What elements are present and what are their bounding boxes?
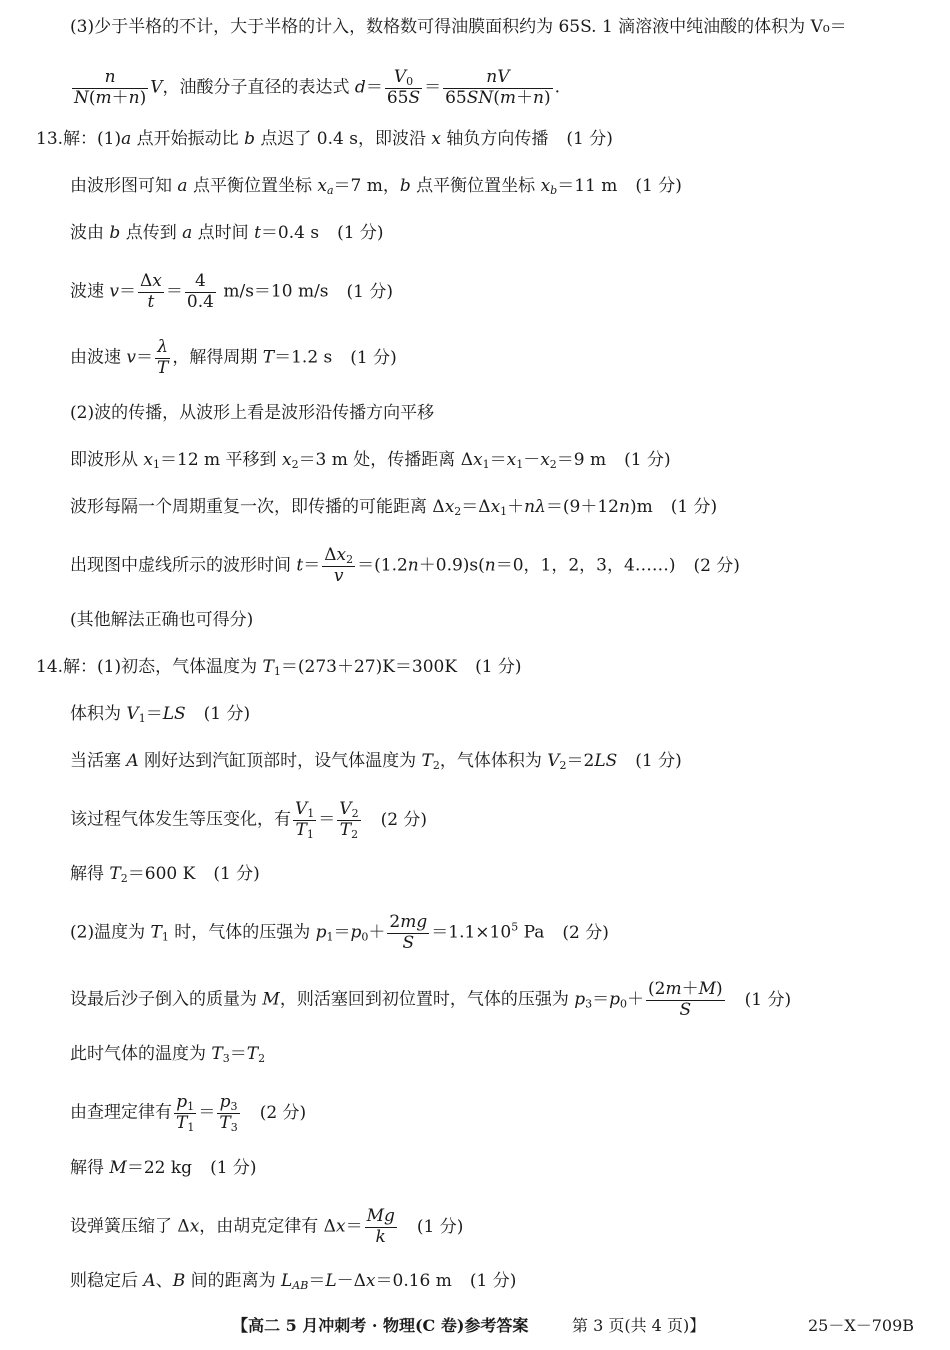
fraction: $\frac{\lambda}{T}$ <box>157 337 169 378</box>
q14-line-4: 该过程气体发生等压变化，有 $\frac{V_1}{T_1}$ ＝ $\frac{V_2}{T_2}$ (2 分) <box>70 799 428 841</box>
q14-line-3: 当活塞 A 刚好达到汽缸顶部时，设气体温度为 $T_2$，气体体积为 $V_2=2LS$ (1 分) <box>70 751 682 772</box>
q13-line-8: 波形每隔一个周期重复一次，即传播的可能距离 $\Delta x_2=\Delta x_1+n\lambda=(9+12n)m$ (1 分) <box>70 497 718 518</box>
q14-line-2: 体积为 $V_1=LS$ (1 分) <box>70 704 251 725</box>
q13-line-7: 即波形从 $x_1=12$ m 平移到 $x_2=3$ m 处，传播距离 $\Delta x_1=x_1-x_2=9$ m (1 分) <box>70 450 671 471</box>
q13-line-10: (其他解法正确也可得分) <box>70 610 254 630</box>
q13-line-2: 由波形图可知 a 点平衡位置坐标 $x_a=7$ m，b 点平衡位置坐标 $x_b=11$ m (1 分) <box>70 176 682 197</box>
fraction: $\frac{p_1}{T_1}$ <box>176 1092 195 1134</box>
footer-title: 【高二 5 月冲刺考 · 物理(C 卷)参考答案 <box>232 1316 529 1335</box>
q13-line-1: 13.解：(1)a 点开始振动比 b 点迟了 0.4 s，即波沿 x 轴负方向传播 (1 分) <box>36 129 613 149</box>
fraction: $\frac{V_2}{T_2}$ <box>339 799 359 841</box>
q12-part3-line1: (3)少于半格的不计，大于半格的计入，数格数可得油膜面积约为 65S. 1 滴溶液中纯油酸的体积为 V₀＝ <box>70 17 847 37</box>
q14-line-5: 解得 $T_2=600$ K (1 分) <box>70 864 260 885</box>
q14-line-11: 设弹簧压缩了 Δx，由胡克定律有 Δx＝ $\frac{Mg}{k}$ (1 分) <box>70 1206 464 1247</box>
fraction: $\frac{(2m+M)}{S}$ <box>648 979 723 1020</box>
fraction: $\frac{p_3}{T_3}$ <box>219 1092 238 1134</box>
q14-line-6: (2)温度为 $T_1$ 时，气体的压强为 $p_1=p_0+$ $\frac{2mg}{S}$ $=1.1\times 10^5$ Pa (2 分) <box>70 912 609 953</box>
q13-line-6: (2)波的传播，从波形上看是波形沿传播方向平移 <box>70 403 435 423</box>
q12-part3-line2: $\frac{n}{N(m+n)}$ V，油酸分子直径的表达式 d＝ $\frac{V_0}{65S}$ ＝ $\frac{nV}{65SN(m+n)}$ . <box>74 67 561 108</box>
q13-line-3: 波由 b 点传到 a 点时间 t＝0.4 s (1 分) <box>70 223 384 243</box>
q13-line-4: 波速 v＝ $\frac{\Delta x}{t}$ ＝ $\frac{4}{0.4}$ m/s＝10 m/s (1 分) <box>70 271 394 312</box>
q14-line-9: 由查理定律有 $\frac{p_1}{T_1}$ ＝ $\frac{p_3}{T_3}$ (2 分) <box>70 1092 307 1134</box>
q13-number: 13. <box>36 129 64 149</box>
footer-code: 25－X－709B <box>808 1316 915 1335</box>
q14-number: 14. <box>36 657 64 677</box>
fraction: $\frac{2mg}{S}$ <box>389 912 428 953</box>
q14-line-12: 则稳定后 A、B 间的距离为 $L_{AB}=L-\Delta x=0.16$ m (1 分) <box>70 1271 517 1292</box>
q13-line-9: 出现图中虚线所示的波形时间 t＝ $\frac{\Delta x_2}{v}$ ＝(1.2n＋0.9)s(n＝0，1，2，3，4……) (2 分) <box>70 545 740 586</box>
fraction: $\frac{\Delta x_2}{v}$ <box>324 545 354 586</box>
fraction: $\frac{V_1}{T_1}$ <box>295 799 315 841</box>
q14-line-10: 解得 M＝22 kg (1 分) <box>70 1158 257 1178</box>
fraction: $\frac{\Delta x}{t}$ <box>140 271 162 312</box>
footer-page-number: 第 3 页(共 4 页)】 <box>572 1316 706 1335</box>
fraction: $\frac{4}{0.4}$ <box>186 271 214 312</box>
fraction: $\frac{Mg}{k}$ <box>366 1206 395 1247</box>
q14-line-8: 此时气体的温度为 $T_3=T_2$ <box>70 1044 266 1065</box>
q13-line-5: 由波速 v＝ $\frac{\lambda}{T}$ ，解得周期 T＝1.2 s (1 分) <box>70 337 397 378</box>
q14-line-1: 14.解：(1)初态，气体温度为 $T_1=(273+27)K=300K$ (1 分) <box>36 657 522 678</box>
fraction: $\frac{V_0}{65S}$ <box>386 67 421 108</box>
q14-line-7: 设最后沙子倒入的质量为 M，则活塞回到初位置时，气体的压强为 $p_3=p_0+$ $\frac{(2m+M)}{S}$ (1 分) <box>70 979 792 1020</box>
fraction: $\frac{nV}{65SN(m+n)}$ <box>445 67 551 108</box>
fraction: $\frac{n}{N(m+n)}$ <box>74 67 147 108</box>
